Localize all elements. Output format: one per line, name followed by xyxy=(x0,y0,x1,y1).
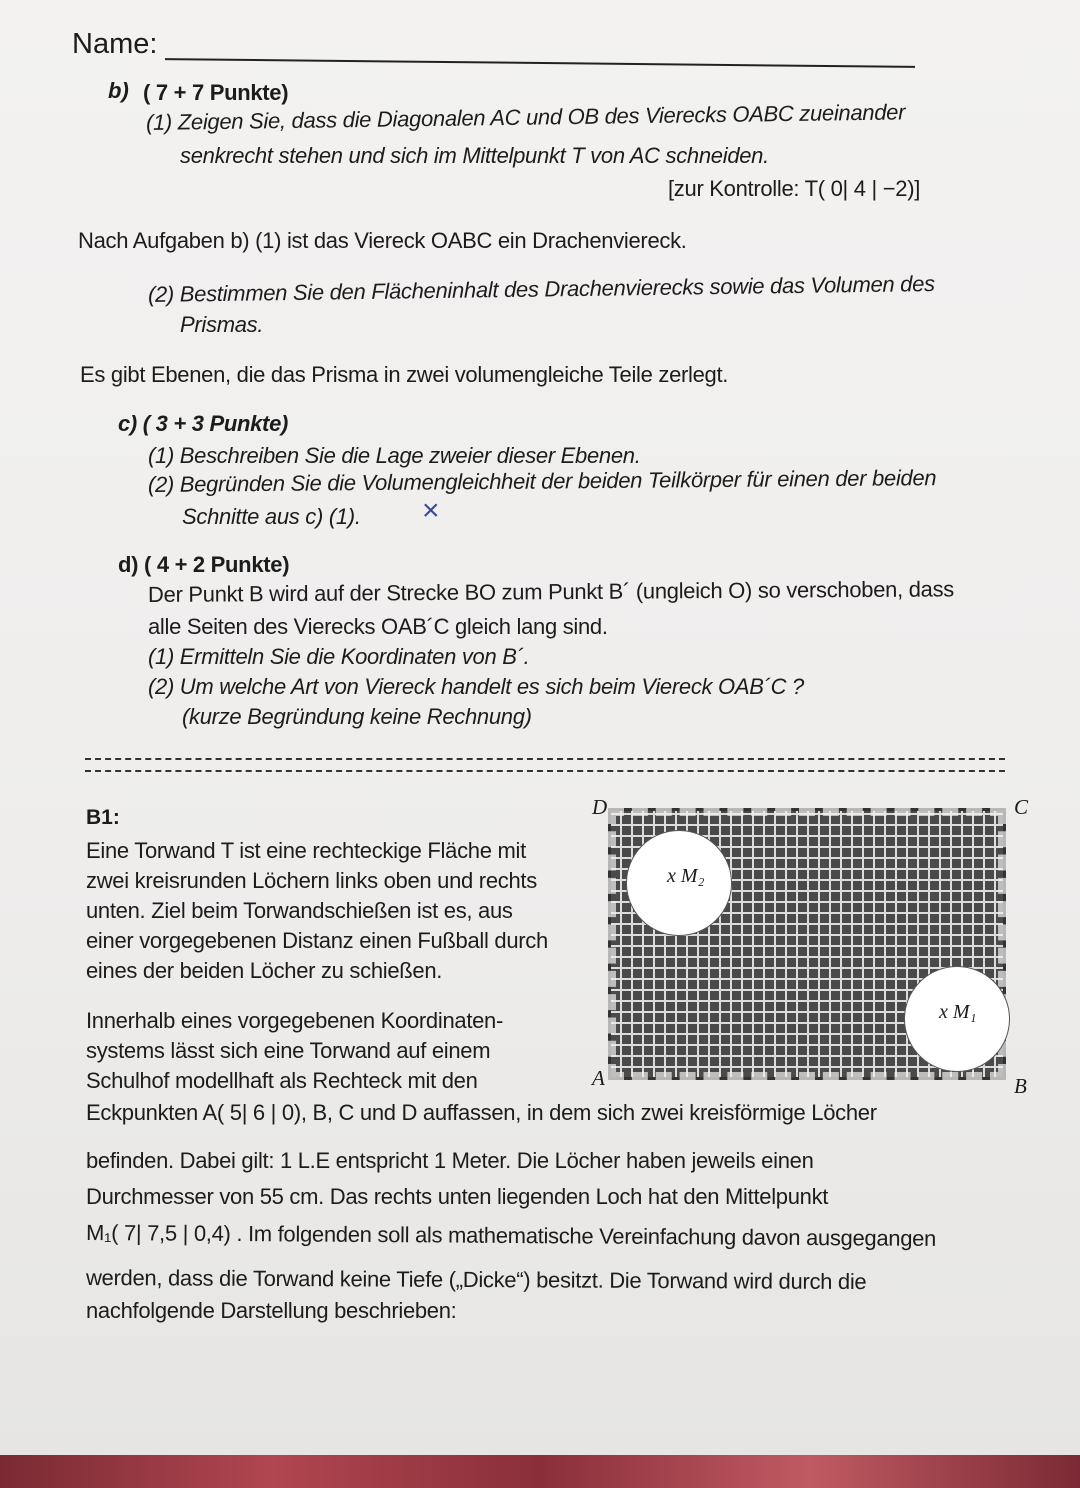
hole-m1 xyxy=(904,966,1010,1072)
b1-p2-line: nachfolgende Darstellung beschrieben: xyxy=(86,1298,457,1323)
b1-p2-line: werden, dass die Torwand keine Tiefe („Dicke“) besitzt. Die Torwand wird durch die xyxy=(85,1265,867,1295)
task-d-q2: (2) Um welche Art von Viereck handelt es sich beim Viereck OAB´C ? xyxy=(148,674,804,699)
hole-m1-label: x M₁ xyxy=(939,1001,977,1023)
name-label: Name: xyxy=(72,28,158,60)
task-d-line1: Der Punkt B wird auf der Strecke BO zum Punkt B´ (ungleich O) so verschoben, dass xyxy=(147,576,955,607)
b1-p1-line: einer vorgegebenen Distanz einen Fußball durch xyxy=(86,928,548,953)
corner-c-label: C xyxy=(1014,795,1029,819)
task-d-q1: (1) Ermitteln Sie die Koordinaten von B´. xyxy=(148,644,530,669)
task-b-statement: Nach Aufgaben b) (1) ist das Viereck OABC ein Drachenviereck. xyxy=(78,228,687,253)
background-surface xyxy=(0,1455,1080,1488)
corner-b-label: B xyxy=(1014,1074,1027,1098)
hole-m2 xyxy=(626,830,732,936)
b1-title: B1: xyxy=(86,806,120,829)
corner-a-label: A xyxy=(592,1066,605,1090)
b1-p2-line: Innerhalb eines vorgegebenen Koordinaten- xyxy=(86,1008,504,1033)
section-divider xyxy=(85,758,1005,772)
intro-c: Es gibt Ebenen, die das Prisma in zwei volumengleiche Teile zerlegt. xyxy=(80,362,729,387)
task-b-points: ( 7 + 7 Punkte) xyxy=(143,80,289,105)
b1-p2-line: Durchmesser von 55 cm. Das rechts unten liegenden Loch hat den Mittelpunkt xyxy=(86,1184,829,1209)
task-c-q2-line1: (2) Begründen Sie die Volumengleichheit der beiden Teilkörper für einen der beiden xyxy=(147,465,937,497)
task-b-q2-line1: (2) Bestimmen Sie den Flächeninhalt des Drachenvierecks sowie das Volumen des xyxy=(147,271,935,307)
task-d-line2: alle Seiten des Vierecks OAB´C gleich lang sind. xyxy=(148,614,608,639)
task-c-q1: (1) Beschreiben Sie die Lage zweier dieser Ebenen. xyxy=(148,443,641,468)
b1-p2-line: M₁( 7| 7,5 | 0,4) . Im folgenden soll als mathematische Vereinfachung davon ausgegangen xyxy=(85,1220,937,1251)
b1-p1-line: unten. Ziel beim Torwandschießen ist es, aus xyxy=(86,898,513,923)
corner-d-label: D xyxy=(592,795,608,819)
task-b-letter: b) xyxy=(108,78,129,103)
hole-m2-label: x M₂ xyxy=(667,865,705,887)
b1-p1-line: zwei kreisrunden Löchern links oben und rechts xyxy=(86,868,537,893)
b1-p2-line: Schulhof modellhaft als Rechteck mit den xyxy=(86,1068,478,1093)
b1-p2-line: systems lässt sich eine Torwand auf einem xyxy=(86,1038,491,1063)
task-b-q1-line2: senkrecht stehen und sich im Mittelpunkt T von AC schneiden. xyxy=(180,143,769,168)
b1-p1-line: Eine Torwand T ist eine rechteckige Fläche mit xyxy=(86,838,526,863)
task-b-q1-line1: (1) Zeigen Sie, dass die Diagonalen AC und OB des Vierecks OABC zueinander xyxy=(145,99,906,135)
task-c-q2-line2: Schnitte aus c) (1). xyxy=(182,504,361,529)
handwritten-mark: × xyxy=(422,494,440,527)
b1-p2-line: Eckpunkten A( 5| 6 | 0), B, C und D auffassen, in dem sich zwei kreisförmige Löcher xyxy=(86,1100,877,1125)
task-b-control: [zur Kontrolle: T( 0| 4 | −2)] xyxy=(668,176,921,201)
task-d-title: d) ( 4 + 2 Punkte) xyxy=(118,552,290,577)
task-d-q2-note: (kurze Begründung keine Rechnung) xyxy=(182,704,532,729)
task-c-title: c) ( 3 + 3 Punkte) xyxy=(118,411,289,436)
task-b-q2-line2: Prismas. xyxy=(180,312,264,337)
b1-p2-line: befinden. Dabei gilt: 1 L.E entspricht 1 Meter. Die Löcher haben jeweils einen xyxy=(86,1148,814,1173)
b1-p1-line: eines der beiden Löcher zu schießen. xyxy=(86,958,443,983)
